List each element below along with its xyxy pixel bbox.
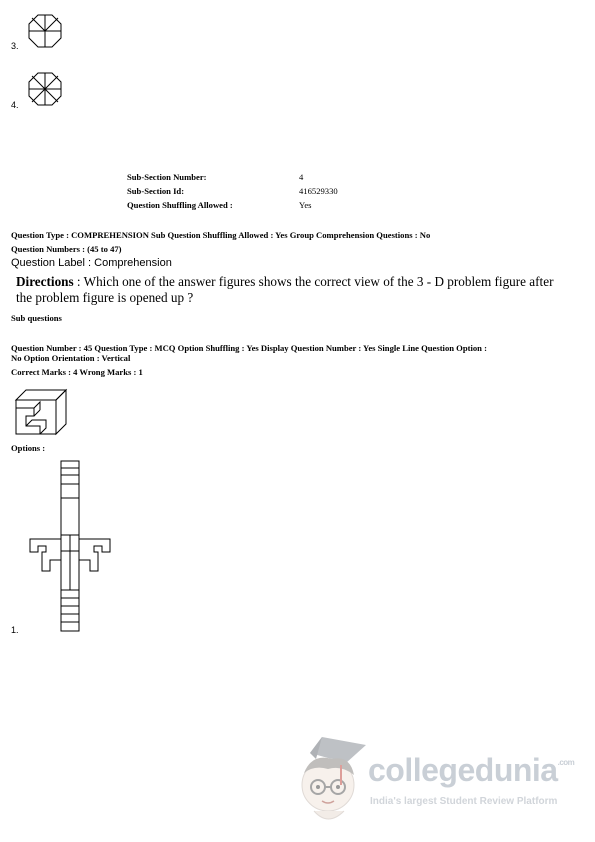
question-shuffling-label: Question Shuffling Allowed : <box>127 200 233 210</box>
subsection-id-value: 416529330 <box>299 186 338 196</box>
question-meta-line-1: Question Number : 45 Question Type : MCQ Option Shuffling : Yes Display Question Number : Yes Single Line Question Option : <box>11 343 487 353</box>
subsection-id-label: Sub-Section Id: <box>127 186 185 196</box>
comprehension-type-line: Question Type : COMPREHENSION Sub Question Shuffling Allowed : Yes Group Comprehension Questions : No <box>11 230 431 240</box>
question-numbers-line: Question Numbers : (45 to 47) <box>11 244 122 254</box>
option-1-figure <box>26 460 116 632</box>
directions-text-2: the problem figure is opened up ? <box>16 290 194 305</box>
option-3-number: 3. <box>11 41 19 51</box>
directions <box>16 274 591 306</box>
watermark-brand-suffix: .com <box>557 758 575 767</box>
options-label: Options : <box>11 443 46 453</box>
directions-text: : Which one of the answer figures shows the correct view of the 3 - D problem figure after <box>73 274 554 289</box>
watermark-tagline: India's largest Student Review Platform <box>370 796 558 807</box>
problem-3d-figure <box>14 388 70 436</box>
collegedunia-logo-icon <box>292 735 370 827</box>
option-1-number: 1. <box>11 625 19 635</box>
option-3-figure <box>28 14 62 48</box>
question-shuffling-value: Yes <box>299 200 312 210</box>
option-4-figure <box>28 72 62 106</box>
watermark-brand-text: collegedunia <box>368 752 558 788</box>
question-marks: Correct Marks : 4 Wrong Marks : 1 <box>11 367 143 377</box>
subsection-number-label: Sub-Section Number: <box>127 172 207 182</box>
directions-heading: Directions <box>16 274 74 289</box>
subsection-number-value: 4 <box>299 172 304 182</box>
question-meta-line-2: No Option Orientation : Vertical <box>11 353 131 363</box>
option-4-number: 4. <box>11 100 19 110</box>
sub-questions-heading: Sub questions <box>11 313 62 323</box>
watermark-brand <box>368 752 574 789</box>
question-label: Question Label : Comprehension <box>11 257 172 269</box>
